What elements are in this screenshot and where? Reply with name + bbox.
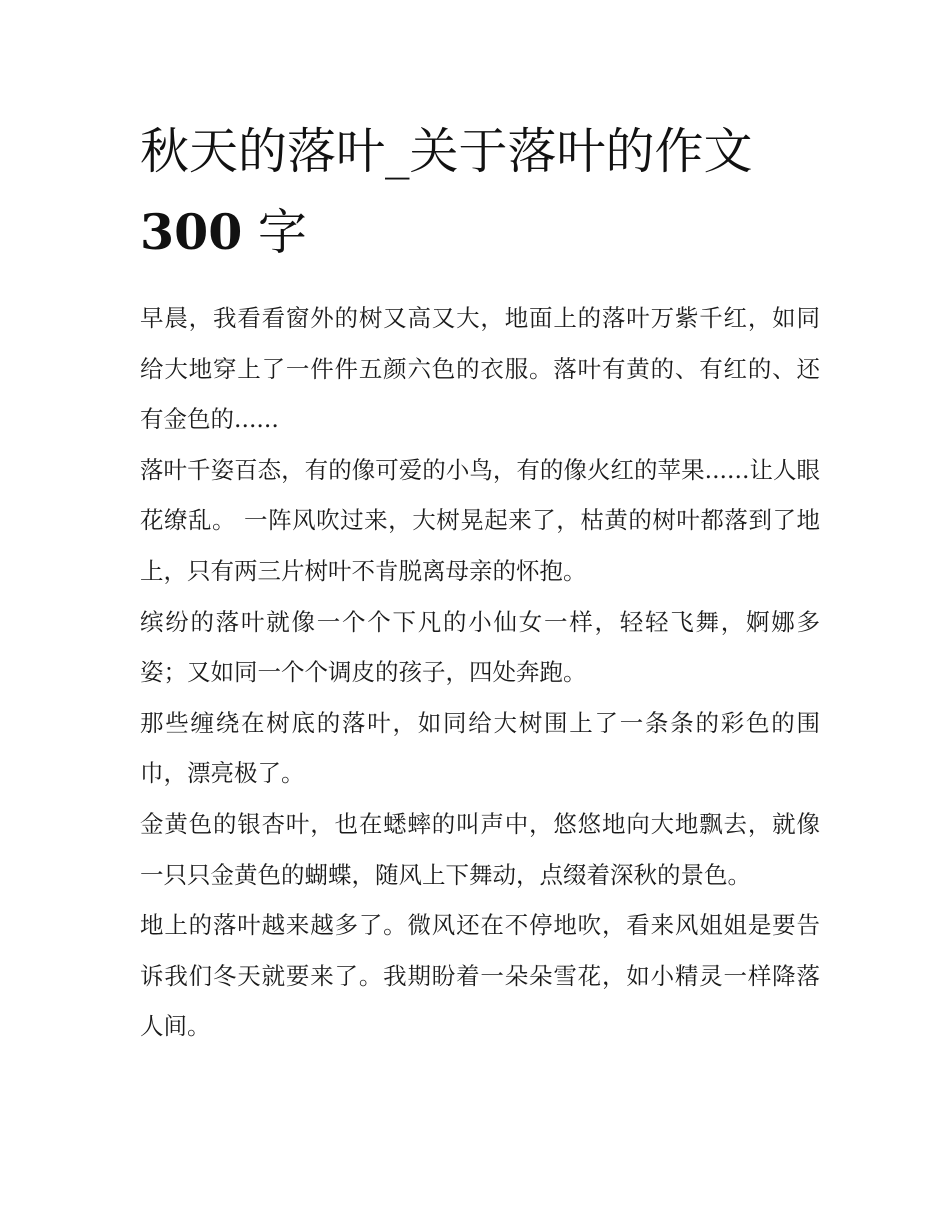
paragraph-5: 金黄色的银杏叶，也在蟋蟀的叫声中，悠悠地向大地飘去，就像一只只金黄色的蝴蝶，随风上下舞动，点缀着深秋的景色。 xyxy=(140,809,820,889)
document-title xyxy=(140,112,820,273)
paragraph-2: 落叶千姿百态，有的像可爱的小鸟，有的像火红的苹果......让人眼花缭乱。 一阵风吹过来，大树晃起来了，枯黄的树叶都落到了地上，只有两三片树叶不肯脱离母亲的怀抱。 xyxy=(140,455,820,585)
title-unit: 字 xyxy=(242,204,307,261)
document-content xyxy=(140,112,820,1052)
paragraph-1: 早晨，我看看窗外的树又高又大，地面上的落叶万紫千红，如同给大地穿上了一件件五颜六色的衣服。落叶有黄的、有红的、还有金色的...... xyxy=(140,304,820,434)
article-body xyxy=(140,293,820,1052)
paragraph-3: 缤纷的落叶就像一个个下凡的小仙女一样，轻轻飞舞，婀娜多姿；又如同一个个调皮的孩子，四处奔跑。 xyxy=(140,607,820,687)
paragraph-6: 地上的落叶越来越多了。微风还在不停地吹，看来风姐姐是要告诉我们冬天就要来了。我期盼着一朵朵雪花，如小精灵一样降落人间。 xyxy=(140,911,820,1041)
title-number: 300 xyxy=(140,203,243,261)
paragraph-4: 那些缠绕在树底的落叶，如同给大树围上了一条条的彩色的围巾，漂亮极了。 xyxy=(140,708,820,788)
title-main: 秋天的落叶_关于落叶的作文 xyxy=(140,123,753,180)
